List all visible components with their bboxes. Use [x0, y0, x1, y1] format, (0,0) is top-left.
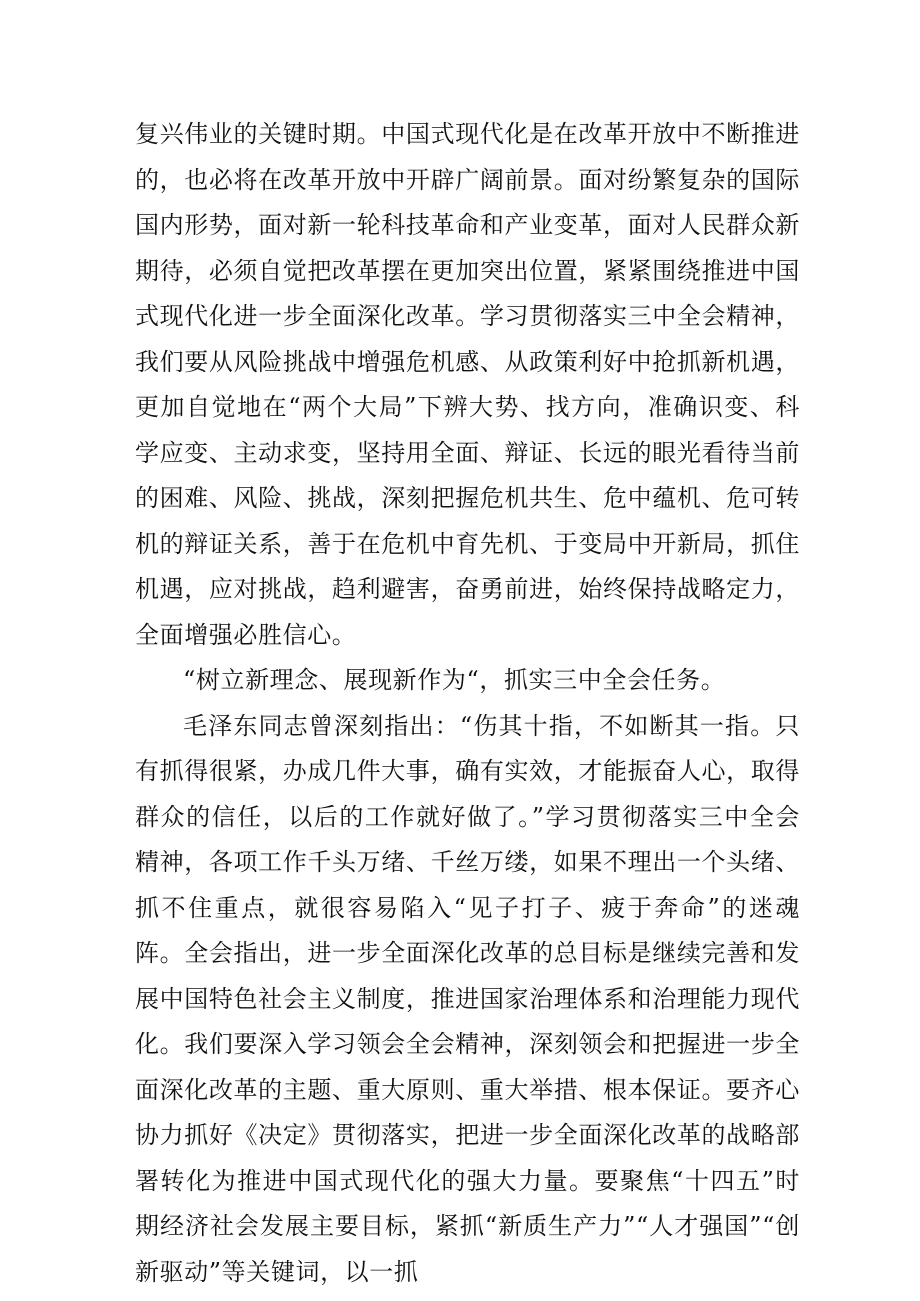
document-body — [135, 112, 800, 1295]
section-heading: “树立新理念、展现新作为“，抓实三中全会任务。 — [183, 666, 726, 694]
paragraph-continuation: 复兴伟业的关键时期。中国式现代化是在改革开放中不断推进的，也必将在改革开放中开辟广阔前景。面对纷繁复杂的国际国内形势，面对新一轮科技革命和产业变革，面对人民群众新期待，必须自觉把改革摆在更加突出位置，紧紧围绕推进中国式现代化进一步全面深化改革。学习贯彻落实三中全会精神，我们要从风险挑战中增强危机感、从政策利好中抢抓新机遇，更加自觉地在“两个大局”下辨大势、找方向，准确识变、科学应变、主动求变，坚持用全面、辩证、长远的眼光看待当前的困难、风险、挑战，深刻把握危机共生、危中蕴机、危可转机的辩证关系，善于在危机中育先机、于变局中开新局，抓住机遇，应对挑战，趋利避害，奋勇前进，始终保持战略定力，全面增强必胜信心。 — [135, 120, 800, 649]
paragraph-body: 毛泽东同志曾深刻指出：“伤其十指，不如断其一指。只有抓得很紧，办成几件大事，确有实效，才能振奋人心，取得群众的信任，以后的工作就好做了。”学习贯彻落实三中全会精神，各项工作千头万绪、千丝万缕，如果不理出一个头绪、抓不住重点，就很容易陷入“见子打子、疲于奔命”的迷魂阵。全会指出，进一步全面深化改革的总目标是继续完善和发展中国特色社会主义制度，推进国家治理体系和治理能力现代化。我们要深入学习领会全会精神，深刻领会和把握进一步全面深化改革的主题、重大原则、重大举措、根本保证。要齐心协力抓好《决定》贯彻落实，把进一步全面深化改革的战略部署转化为推进中国式现代化的强大力量。要聚焦“十四五”时期经济社会发展主要目标，紧抓“新质生产力”“人才强国”“创新驱动”等关键词，以一抓 — [135, 711, 800, 1286]
